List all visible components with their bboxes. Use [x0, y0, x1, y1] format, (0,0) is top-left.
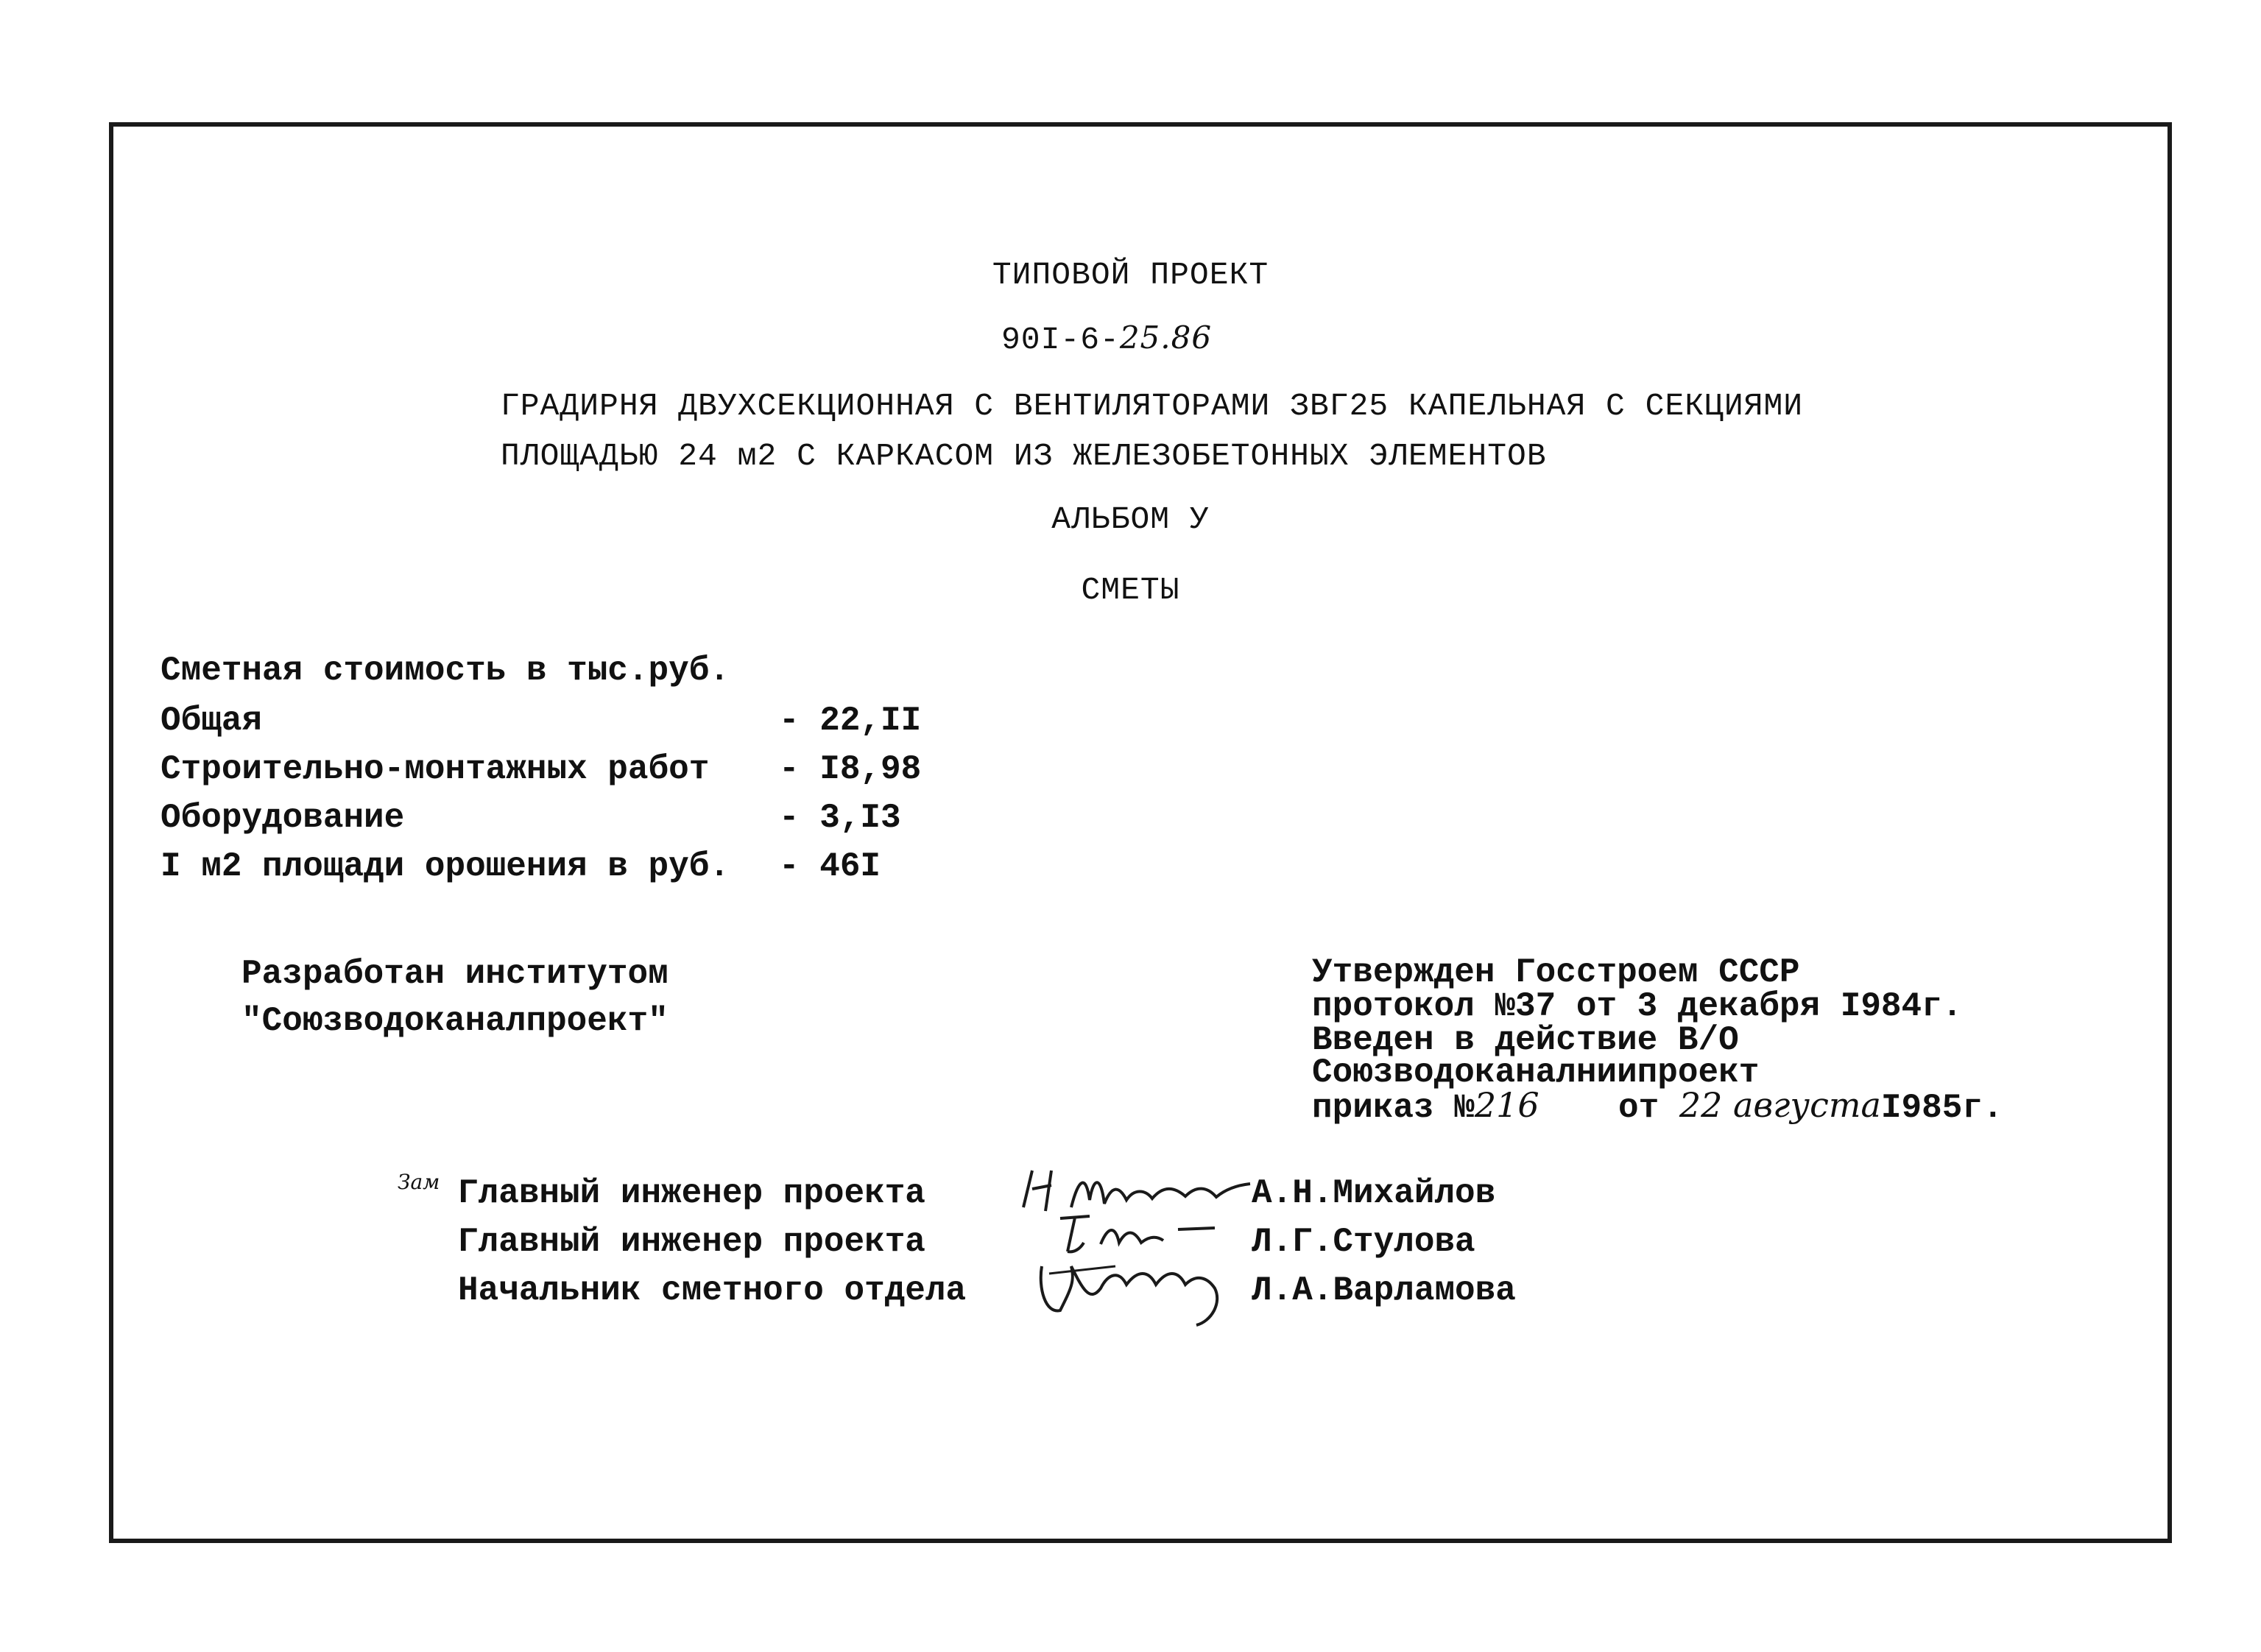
signature-varlamova	[1027, 1244, 1248, 1332]
cost-row-label: Строительно-монтажных работ	[161, 750, 710, 788]
document-subject: СМЕТЫ	[1081, 572, 1180, 608]
developer-line-1: Разработан институтом	[241, 955, 669, 993]
project-code	[1001, 322, 1212, 356]
cost-row-label: Общая	[161, 702, 263, 740]
cost-row-value: - 3,I3	[779, 799, 901, 837]
album-label: АЛЬБОМ У	[1051, 501, 1210, 537]
order-from: от	[1618, 1089, 1659, 1127]
approval-order	[1312, 1085, 1539, 1127]
signatory-role: Главный инженер проекта	[458, 1223, 925, 1261]
order-prefix: приказ №	[1312, 1089, 1475, 1127]
approval-line-4: Союзводоканалниипроект	[1312, 1053, 1760, 1092]
project-type-label: ТИПОВОЙ ПРОЕКТ	[992, 257, 1269, 293]
approval-line-1: Утвержден Госстроем СССР	[1312, 953, 1800, 992]
order-year: I985г.	[1880, 1089, 2003, 1127]
project-title-line-1: ГРАДИРНЯ ДВУХСЕКЦИОННАЯ С ВЕНТИЛЯТОРАМИ ЗВГ25 КАПЕЛЬНАЯ С СЕКЦИЯМИ	[501, 388, 1804, 424]
order-date-handwritten: 22 августа	[1679, 1085, 1881, 1125]
approval-line-2: протокол №37 от 3 декабря I984г.	[1312, 987, 1963, 1026]
signatory-name: А.Н.Михайлов	[1252, 1174, 1496, 1212]
signatory-role: Начальник сметного отдела	[458, 1271, 967, 1310]
project-code-typed: 90I-6-	[1001, 322, 1120, 358]
cost-row-value: - 22,II	[779, 702, 922, 740]
order-number-handwritten: 216	[1474, 1085, 1539, 1125]
approval-order-date	[1618, 1085, 2003, 1127]
cost-row-value: - I8,98	[779, 750, 922, 788]
developer-line-2: "Союзводоканалпроект"	[241, 1002, 669, 1040]
signatory-name: Л.Г.Стулова	[1252, 1223, 1475, 1261]
signatory-role: Главный инженер проекта	[458, 1174, 925, 1212]
project-title-line-2: ПЛОЩАДЬЮ 24 м2 С КАРКАСОМ ИЗ ЖЕЛЕЗОБЕТОННЫХ ЭЛЕМЕНТОВ	[501, 438, 1547, 474]
project-code-handwritten: 25.86	[1119, 320, 1213, 356]
cost-heading: Сметная стоимость в тыс.руб.	[161, 652, 730, 690]
approval-line-3: Введен в действие В/О	[1312, 1021, 1739, 1059]
cost-row-value: - 46I	[779, 847, 881, 886]
signatory-prefix-handwritten: Зам	[398, 1170, 440, 1194]
cost-row-label: I м2 площади орошения в руб.	[161, 847, 730, 886]
signatory-name: Л.А.Варламова	[1252, 1271, 1516, 1310]
cost-row-label: Оборудование	[161, 799, 405, 837]
